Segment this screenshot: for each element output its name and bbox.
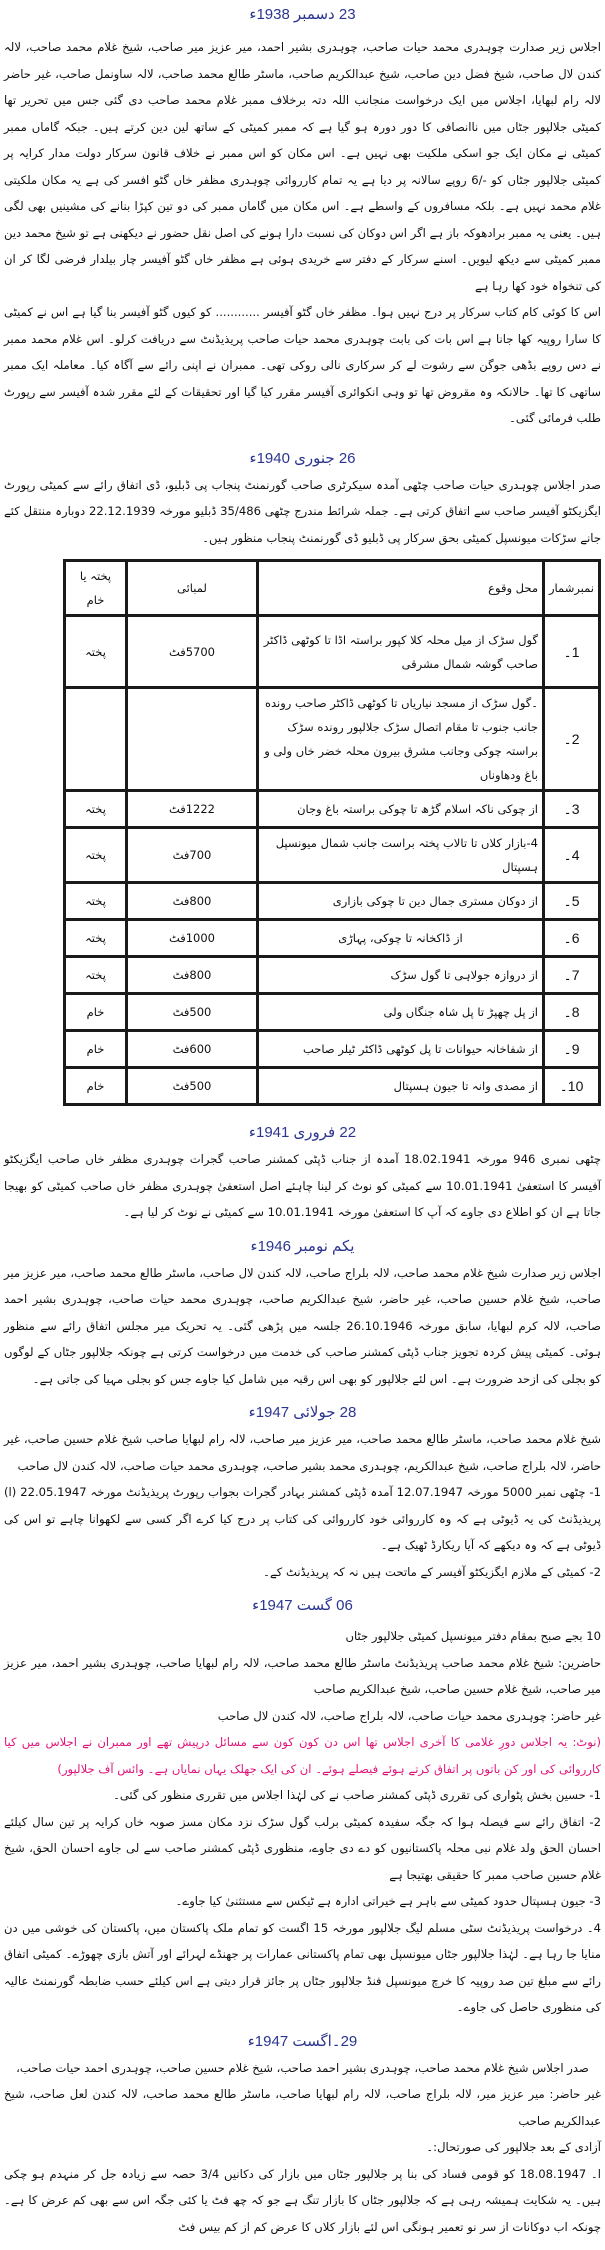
cell-location: از مصدی وانہ تا جیون ہسپتال — [257, 1068, 543, 1105]
entry-date: 29۔اگست 1947ء — [247, 2032, 358, 2050]
cell-number: 9۔ — [543, 1031, 599, 1068]
cell-type: پختہ — [65, 828, 127, 883]
entry-date: یکم نومبر 1946ء — [250, 1237, 355, 1255]
col-header-location: محل وقوع — [257, 561, 543, 616]
cell-number: 2۔ — [543, 688, 599, 791]
cell-type: پختہ — [65, 883, 127, 920]
cell-length: 500فٹ — [126, 1068, 257, 1105]
cell-number: 8۔ — [543, 994, 599, 1031]
roads-table — [63, 559, 601, 1106]
cell-type: پختہ — [65, 791, 127, 828]
entry-date: 28 جولائی 1947ء — [248, 1404, 357, 1421]
paragraph: 10 بجے صبح بمقام دفتر میونسپل کمیٹی جلالپور جٹاں — [345, 1629, 601, 1643]
table-row — [65, 616, 600, 688]
cell-location: از شفاخانہ حیوانات تا پل کوٹھی ڈاکٹر ٹیلر صاحب — [257, 1031, 543, 1068]
cell-type: پختہ — [65, 957, 127, 994]
table-row — [65, 994, 600, 1031]
table-row — [65, 828, 600, 883]
cell-length: 600فٹ — [126, 1031, 257, 1068]
paragraph: غیر حاضر: چوہدری محمد حیات صاحب، لالہ بلراج صاحب، لالہ کندن لال صاحب — [217, 1708, 601, 1723]
table-row — [65, 1031, 600, 1068]
cell-length: 800فٹ — [126, 957, 257, 994]
editor-note: (نوٹ: یہ اجلاس دورِ غلامی کا آخری اجلاس تھا اس دن کون کون سے مسائل درپیش تھے اور ممبران نے اجلاس میں کیا کارروائی کی اور کن باتوں پر اتفاق کرتے ہوئے فیصلے ہوئے۔ ان کی ایک جھلک یہاں نمایاں ہے۔ وائس آف جلالپور) — [4, 1735, 601, 1776]
cell-number: 3۔ — [543, 791, 599, 828]
list-item: 4۔ درخواست پریذیڈنٹ سٹی مسلم لیگ جلالپور مورخہ 15 اگست کو تمام ملک پاکستان میں، پاکستان کی خوشی میں دن منایا جا رہا ہے۔ لہٰذا جلالپور جٹاں میونسپل بھی تمام پاکستانی عمارات پر جھنڈے لہرائے اور آتش بازی چھوڑے۔ کمیٹی اتفاق رائے سے مبلغ تین صد روپیہ کا خرچ میونسپل فنڈ جلالپور جٹاں پر جائز قرار دیتی ہے اس کیلئے حسب ضابطہ گورنمنٹ عالیہ کی منظوری حاصل کی جاوے۔ — [4, 1920, 601, 2014]
cell-number: 10۔ — [543, 1068, 599, 1105]
cell-length: 500فٹ — [126, 994, 257, 1031]
table-row — [65, 957, 600, 994]
table-row — [65, 791, 600, 828]
table-row — [65, 920, 600, 957]
paragraph: صدر اجلاس چوہدری حیات صاحب چٹھی آمدہ سیکرٹری صاحب گورنمنٹ پنجاب پی ڈبلیو، ڈی اتفاق رائے سے کمیٹی رپورٹ ایگزیکٹو آفیسر صاحب سے اتفاق کرتی ہے۔ جملہ شرائط مندرج چٹھی 35/486 ڈبلیو مورخہ 22.12.1939 دوبارہ منتقل کئے جانے سڑکات میونسپل کمیٹی بحق سرکار پی ڈبلیو ڈی گورنمنٹ پنجاب منظور ہیں۔ — [4, 477, 602, 545]
table-row — [65, 883, 600, 920]
col-header-length: لمبائی — [126, 561, 257, 616]
cell-type: پختہ — [65, 616, 127, 688]
cell-length: 1000فٹ — [126, 920, 257, 957]
paragraph: اجلاس زیر صدارت شیخ غلام محمد صاحب، لالہ بلراج صاحب، لالہ کندن لال صاحب، ماسٹر طالع محمد صاحب، میر عزیز میر صاحب، شیخ غلام حسین صاحب، غیر حاضر، شیخ عبدالکریم صاحب، چوہدری محمد حیات صاحب، چوہدری بشیر احمد صاحب، لالہ کرم لبھایا، سابق مورخہ 26.10.1946 جلسہ میں پڑھی گئی۔ یہ تحریک میر مجلس اتفاق رائے سے منظور ہوئی۔ کمیٹی پیش کردہ تجویز جناب ڈپٹی کمشنر صاحب کی خدمت میں درخواست کرتی ہے چونکہ جلالپور جٹاں کے لوگوں کو بجلی کی ازحد ضرورت ہے۔ اس لئے جلالپور کو بھی اس رقبہ میں شامل کیا جاوے جس کو بجلی مہیا کی جاتی ہے۔ — [4, 1265, 601, 1386]
cell-location: از پل چھپڑ تا پل شاہ جنگاں ولی — [257, 994, 543, 1031]
cell-location: از ڈاکخانہ تا چوکی، پہاڑی — [257, 920, 543, 957]
paragraph: چٹھی نمبری 946 مورخہ 18.02.1941 آمدہ از جناب ڈپٹی کمشنر صاحب گجرات چوہدری مظفر خاں صاحب ایگزیکٹو آفیسر کا استعفیٰ 10.01.1941 سے کمیٹی کو نوٹ کر لینا چاہئے اصل استعفیٰ چوہدری مظفر خاں صاحب کمیٹی کو بھیجا جاتا ہے ان کو اطلاع دی جاوے کہ آپ کا استعفیٰ مورخہ 10.01.1941 سے کمیٹی نے نوٹ کر لیا ہے۔ — [4, 1152, 602, 1219]
cell-length — [126, 688, 257, 791]
cell-location: 4-بازار کلاں تا تالاب پختہ براست جانب شمال میونسپل ہسپتال — [257, 828, 543, 883]
cell-length: 5700فٹ — [126, 616, 257, 688]
cell-length: 700فٹ — [126, 828, 257, 883]
col-header-number: نمبرشمار — [543, 561, 599, 616]
cell-location: ۔گول سڑک از مسجد نیاریاں تا کوٹھی ڈاکٹر صاحب رونده جانب جنوب تا مقام اتصال سڑک جلالپور رونده سڑک براستہ چوکی وجانب مشرق بیرون محلہ خضر خاں ولی و باغ ودھاوناں — [257, 688, 543, 791]
cell-number: 4۔ — [543, 828, 599, 883]
table-row — [65, 688, 600, 791]
list-item: 1- حسین بخش پٹواری کی تقرری ڈپٹی کمشنر صاحب نے کی لہٰذا اجلاس میں تقرری منظور کی گئی۔ — [113, 1788, 601, 1802]
cell-length: 1222فٹ — [126, 791, 257, 828]
entry-date: 22 فروری 1941ء — [248, 1124, 357, 1141]
col-header-type: پختہ یا خام — [65, 561, 127, 616]
paragraph: اجلاس زیر صدارت چوہدری محمد حیات صاحب، چوہدری بشیر احمد، میر عزیز میر صاحب، شیخ غلام محمد صاحب، لالہ کندن لال صاحب، شیخ فضل دین صاحب، شیخ عبدالکریم صاحب، ماسٹر طالع محمد صاحب، لالہ ساونمل صاحب، غیر حاضر لالہ رام لبھایا، اجلاس میں ایک درخواست منجانب اللہ دتہ برخلاف ممبر غلام محمد صاحب دی گئی جس میں تحریر تھا کمیٹی جلالپور جٹاں میں ناانصافی کا دور دورہ ہو گیا ہے کہ ممبر کمیٹی کے ساتھ لین دین کرتے ہیں۔ جبکہ گاماں ممبر کمیٹی نے مکان ایک جو اسکی ملکیت بھی نہیں ہے۔ اس مکان کو اس ممبر نے خلاف قانون سرکار دولت مدار کرایہ پر کمیٹی جلالپور جٹاں کو -/6 روپے سالانہ پر دیا ہے یہ تمام کارروائی چوہدری مظفر خاں گٹو افسر کی ہے یہ مکان ملکیتی غلام محمد نہیں ہے۔ بلکہ مسافروں کے واسطے ہے۔ اس مکان میں گاماں ممبر کی دو تین کپڑا بنانے کی مشینیں بھی لگی ہیں۔ یعنی یہ ممبر برادھوکہ باز ہے اگر اس دوکان کی نسبت دارا ہونے کی اصل نقل حضور نے دیکھنی ہے تو شیخ محمد دین ممبر کمیٹی سے دیکھ لیویں۔ اسنے سرکار کے دفتر سے خریدی ہوئی ہے مظفر خاں گٹو آفیسر چار بیلدار فرضی لگا کر ان کی تنخواہ خود کھا رہا ہے — [4, 40, 601, 293]
entry-1947-aug-29 — [4, 2029, 601, 2241]
paragraph: غیر حاضر: میر عزیز میر، لالہ بلراج صاحب، لالہ رام لبھایا صاحب، ماسٹر طالع محمد صاحب، لالہ کندن لعل صاحب، شیخ عبدالکریم صاحب — [4, 2087, 601, 2128]
paragraph: حاضرین: شیخ غلام محمد صاحب پریذیڈنٹ ماسٹر طالع محمد صاحب، لالہ رام لبھایا صاحب، چوہدری بشیر احمد، میر عزیز میر صاحب، شیخ غلام حسین صاحب، شیخ عبدالکریم صاحب — [4, 1655, 601, 1696]
entry-date: 06 گست 1947ء — [252, 1597, 353, 1614]
list-item: 2- اتفاق رائے سے فیصلہ ہوا کہ جگہ سفیدہ کمیٹی برلب گول سڑک نزد مکان مسز صوبہ خاں کرایہ پر تین سال کیلئے احسان الحق ولد غلام نبی محلہ پاکستانیوں کو دے دی جاوے، منظوری ڈپٹی کمشنر صاحب سے لی جاوے احسان الحق، شیخ غلام حسین صاحب ممبر کا حقیقی بھتیجا ہے — [4, 1814, 601, 1882]
entry-1947-aug-6 — [4, 1593, 601, 2021]
paragraph: صدر اجلاس شیخ غلام محمد صاحب، چوہدری بشیر احمد صاحب، شیخ غلام حسین صاحب، چوہدری احمد حیات صاحب، — [16, 2060, 589, 2075]
entry-1940 — [4, 446, 601, 1107]
paragraph: اس کا کوئی کام کتاب سرکار پر درج نہیں ہوا۔ مظفر خاں گٹو آفیسر ............ کو کیوں گٹو آفیسر بنا گیا ہے اس نے کمیٹی کا سارا روپیہ کھا جانا ہے اس بات کی بابت چوہدری محمد حیات صاحب پریذیڈنٹ سے دریافت کرلو۔ اس غلام محمد ممبر نے دس روپے بڈھی جوگن سے رشوت لے کر سرکاری نالی روکی تھی۔ ممبران نے اپنی رائے سے آگاہ کیا۔ معاملہ ایک ممبر ساتھی کا تھا۔ حالانکہ وہ مقروض تھا تو وہی انکوائری آفیسر مقرر کیا گیا اور تحقیقات کے لئے مقرر شدہ آفیسر سے رپورٹ طلب فرمائی گئی۔ — [4, 305, 601, 425]
cell-location: از دوکان مستری جمال دین تا چوکی بازاری — [257, 883, 543, 920]
cell-type: پختہ — [65, 920, 127, 957]
cell-location: از چوکی ناکہ اسلام گڑھ تا چوکی براستہ باغ وجان — [257, 791, 543, 828]
cell-type — [65, 688, 127, 791]
cell-type: خام — [65, 1031, 127, 1068]
list-item: 1- چٹھی نمبر 5000 مورخہ 12.07.1947 آمدہ ڈپٹی کمشنر بہادر گجرات بجواب رپورٹ پریذیڈنٹ مورخہ 22.05.1947 (ا) پریذیڈنٹ کی یہ ڈیوٹی ہے کہ وہ کارروائی خود کارروائی کی کتاب پر درج کیا کرے اگر کسی سے لکھوانا چاہے تو اس کی ڈیوٹی ہے کہ وہ دیکھے کہ آیا ریکارڈ ٹھیک ہے۔ — [4, 1485, 601, 1552]
cell-location: از دروازہ جولاہی تا گول سڑک — [257, 957, 543, 994]
cell-number: 5۔ — [543, 883, 599, 920]
paragraph: آزادی کے بعد جلالپور کی صورتحال:۔ — [426, 2140, 601, 2154]
cell-number: 1۔ — [543, 616, 599, 688]
table-header-row — [65, 561, 600, 616]
list-item: 3- جیون ہسپتال حدود کمیٹی سے باہر ہے خیراتی ادارہ ہے ٹیکس سے مستثنیٰ کیا جاوے۔ — [175, 1894, 601, 1908]
entry-date: 26 جنوری 1940ء — [249, 449, 356, 467]
cell-number: 7۔ — [543, 957, 599, 994]
cell-type: خام — [65, 1068, 127, 1105]
entry-1947-july — [4, 1400, 601, 1585]
cell-location: گول سڑک از میل محلہ کلا کپور براستہ اڈا تا کوٹھی ڈاکٹر صاحب گوشہ شمال مشرقی — [257, 616, 543, 688]
entry-1946 — [4, 1234, 601, 1393]
entry-1938 — [4, 2, 601, 432]
cell-type: خام — [65, 994, 127, 1031]
cell-length: 800فٹ — [126, 883, 257, 920]
cell-number: 6۔ — [543, 920, 599, 957]
entry-date: 23 دسمبر 1938ء — [249, 6, 356, 23]
entry-1941 — [4, 1120, 601, 1226]
paragraph: شیخ غلام محمد صاحب، ماسٹر طالع محمد صاحب، میر عزیز میر صاحب، لالہ رام لبھایا صاحب شیخ غلام حسین صاحب، غیر حاضر، لالہ بلراج صاحب، شیخ عبدالکریم، چوہدری محمد بشیر صاحب، چوہدری محمد حیات صاحب، لالہ کندن لال صاحب — [4, 1432, 601, 1473]
list-item: 2- کمیٹی کے ملازم ایگزیکٹو آفیسر کے ماتحت ہیں نہ کہ پریذیڈنٹ کے۔ — [263, 1564, 601, 1579]
table-row — [65, 1068, 600, 1105]
paragraph: ا۔ 18.08.1947 کو قومی فساد کی بنا پر جلالپور جٹاں میں بازار کی دکانیں 3/4 حصہ سے زیادہ جل کر منہدم ہو چکی ہیں۔ یہ شکایت ہمیشہ رہی ہے کہ جلالپور جٹاں کا بازار تنگ ہے جو کہ چھ فٹ یا کئی جگہ اس سے بھی کم عرض کا ہے۔ چونکہ اب دوکانات از سر نو تعمیر ہونگی اس لئے بازار کلاں کا عرض کم از کم بیس فٹ — [4, 2166, 601, 2234]
